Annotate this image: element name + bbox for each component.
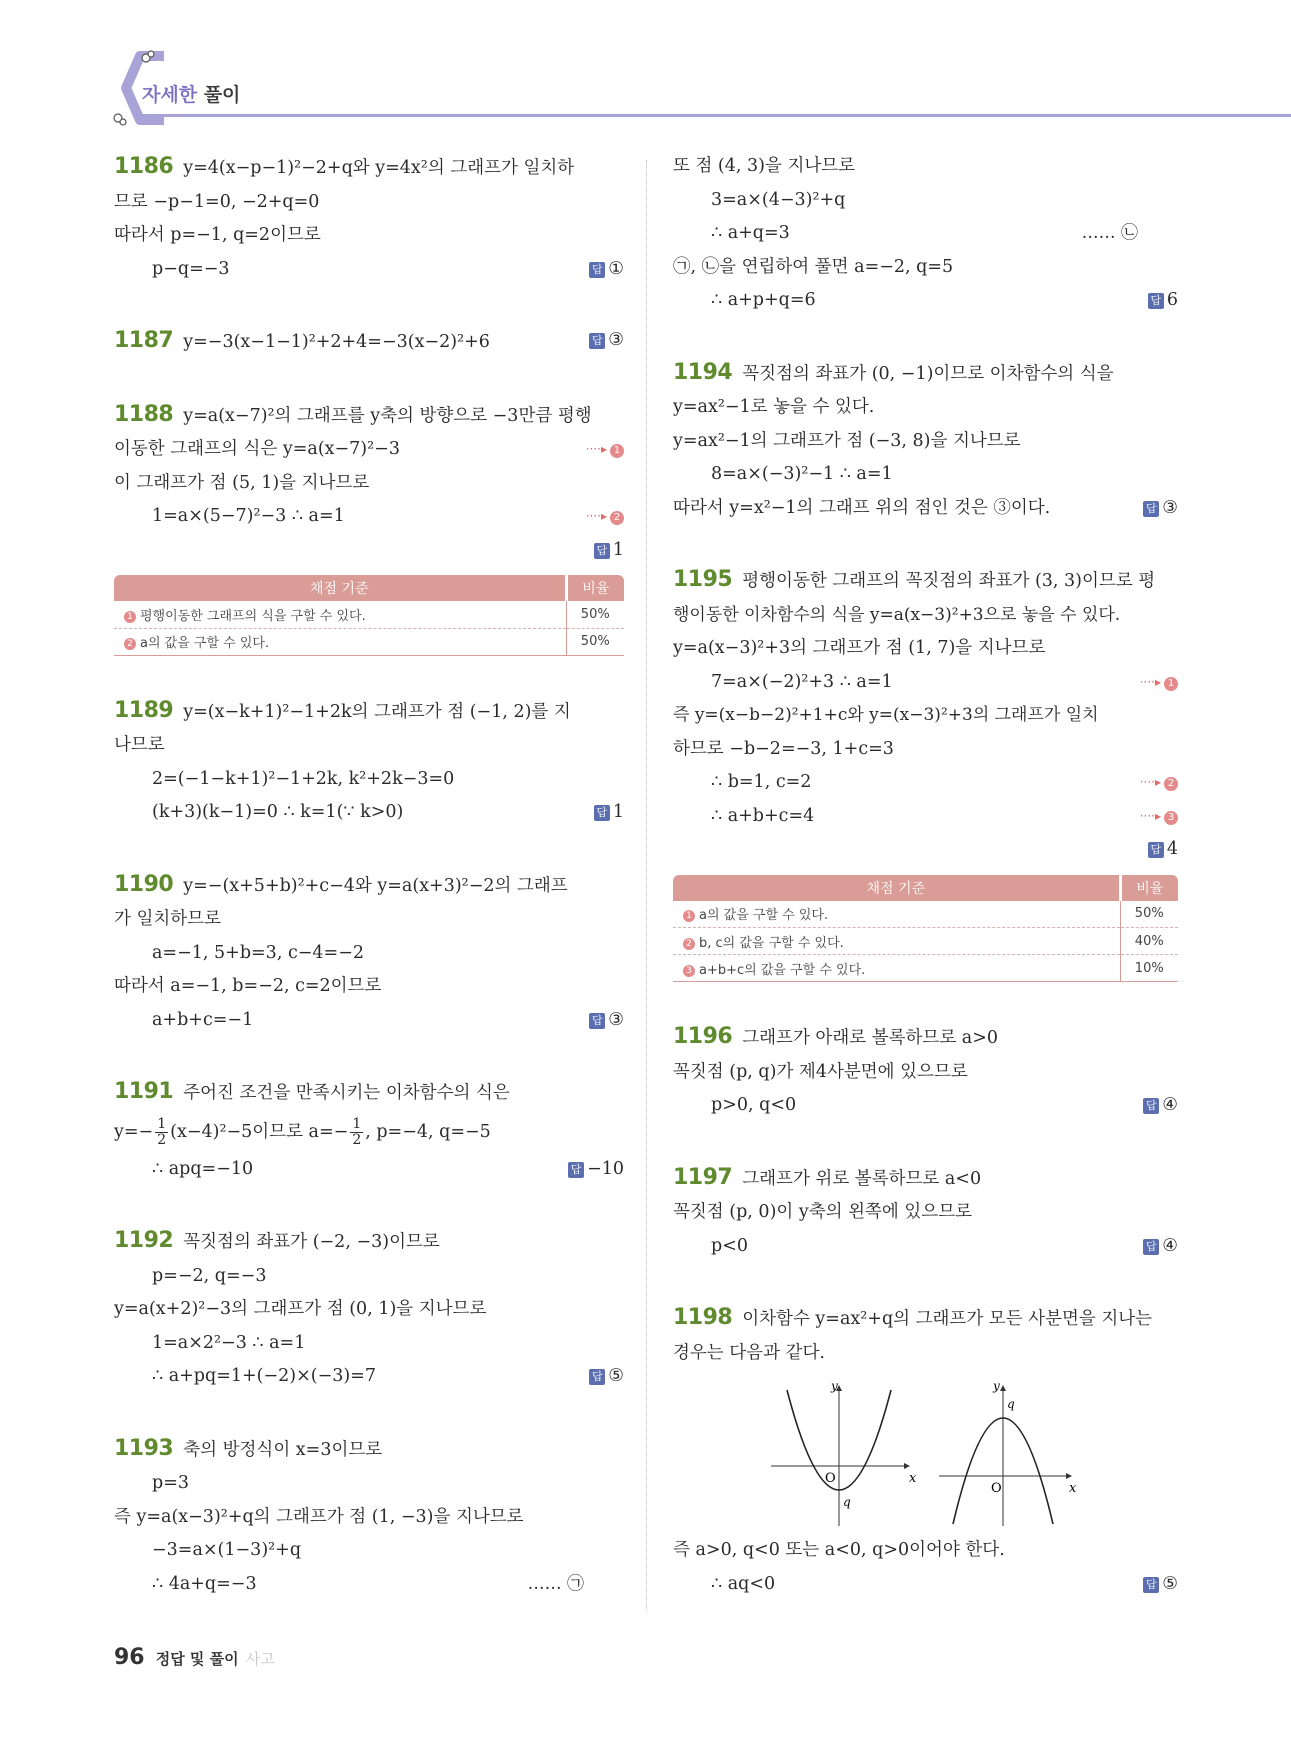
axis-label-x: x [1069,1481,1077,1496]
solution-text: ㉠, ㉡을 연립하여 풀면 a=−2, q=5 [673,256,954,277]
solution-text: 1=a×2²−3 ∴ a=1 [152,1332,306,1353]
axis-label-x: x [909,1471,917,1486]
table-row: 1 평행이동한 그래프의 식을 구할 수 있다. 50% [114,601,624,628]
table-row: 3 a+b+c의 값을 구할 수 있다. 10% [673,955,1178,982]
solution-text: 2=(−1−k+1)²−1+2k, k²+2k−3=0 [152,768,455,789]
right-column [673,150,1178,1639]
problem-number: 1195 [673,567,733,592]
solution-text: p−q=−3 [152,258,230,279]
solution-text: ∴ a+pq=1+(−2)×(−3)=7 [152,1366,377,1386]
answer-icon: 답 [589,333,605,349]
grading-table: 채점 기준 비율 1 평행이동한 그래프의 식을 구할 수 있다. 50% 2 a의 값을 구할 수 있다. 50% [114,575,624,656]
problem-number: 1189 [114,697,174,723]
problem-number: 1192 [114,1228,174,1253]
problem-1190 [114,868,624,1038]
solution-text: 므로 −p−1=0, −2+q=0 [114,191,320,212]
solution-text: ∴ b=1, c=2 [711,772,812,792]
answer: 답 1 [594,534,624,568]
answer-icon: 답 [1148,842,1164,858]
q-label: q [1007,1397,1015,1411]
answer-icon: 답 [589,1369,605,1385]
origin-label: O [991,1481,1002,1496]
solution-text: (k+3)(k−1)=0 ∴ k=1(∵ k>0) [152,802,404,822]
score-marker: ····▸ 2 [586,500,624,534]
solution-text: 이동한 그래프의 식은 y=a(x−7)²−3 [114,439,400,459]
answer: 답 ④ [1143,1089,1178,1123]
solution-text: 축의 방정식이 x=3이므로 [183,1439,383,1460]
solution-text: p=3 [152,1473,189,1493]
answer-icon: 답 [589,1013,605,1029]
graph-downward-parabola [939,1379,1077,1526]
solution-text: 3=a×(4−3)²+q [711,189,846,210]
solution-text: 즉 a>0, q<0 또는 a<0, q>0이어야 한다. [673,1540,1005,1560]
solution-text: y=a(x−3)²+3의 그래프가 점 (1, 7)을 지나므로 [673,638,1046,658]
column-divider [646,160,647,1610]
solution-text: 평행이동한 그래프의 꼭짓점의 좌표가 (3, 3)이므로 평 [742,571,1156,591]
solution-text: 주어진 조건을 만족시키는 이차함수의 식은 [183,1083,510,1103]
problem-1191 [114,1075,624,1186]
problem-number: 1187 [114,328,174,353]
answer-icon: 답 [589,262,605,278]
answer-icon: 답 [1148,293,1164,309]
answer: 답 ⑤ [589,1360,624,1394]
solution-text: y=− [114,1121,154,1142]
answer-icon: 답 [594,543,610,559]
solution-text: 또 점 (4, 3)을 지나므로 [673,156,856,176]
problem-1187 [114,324,624,360]
table-row: 1 a의 값을 구할 수 있다. 50% [673,901,1178,928]
problem-number: 1191 [114,1079,174,1104]
footer-label: 정답 및 풀이 [155,1650,239,1668]
answer: 답 ③ [1143,492,1178,526]
left-column [114,150,624,1639]
answer-icon: 답 [1143,501,1159,517]
solution-text: 따라서 y=x²−1의 그래프 위의 점인 것은 ③이다. [673,497,1051,518]
problem-number: 1194 [673,359,733,385]
solution-text: 꼭짓점 (p, q)가 제4사분면에 있으므로 [673,1061,968,1082]
problem-1198 [673,1301,1178,1601]
solution-text: 가 일치하므로 [114,909,221,929]
parabola-graphs-svg [673,1378,1178,1528]
solution-text: ∴ a+p+q=6 [711,290,816,310]
solution-text: y=−(x+5+b)²+c−4와 y=a(x+3)²−2의 그래프 [183,875,568,896]
problem-1192 [114,1224,624,1394]
problem-number: 1193 [114,1435,174,1461]
solution-text: 꼭짓점 (p, 0)이 y축의 왼쪽에 있으므로 [673,1202,973,1222]
solution-text: 따라서 a=−1, b=−2, c=2이므로 [114,976,382,996]
answer: 답 ③ [589,324,624,358]
solution-text: y=(x−k+1)²−1+2k의 그래프가 점 (−1, 2)를 지 [183,701,571,722]
solution-text: y=a(x−7)²의 그래프를 y축의 방향으로 −3만큼 평행 [183,405,592,426]
graph-upward-parabola [771,1379,917,1526]
solution-text: 나므로 [114,735,165,755]
solution-text: p>0, q<0 [711,1095,797,1115]
footer-watermark: 사고 [245,1650,275,1668]
problem-1193 [114,1432,624,1602]
solution-text: 이차함수 y=ax²+q의 그래프가 모든 사분면을 지나는 [742,1309,1153,1329]
solution-text: p<0 [711,1235,748,1256]
solution-text: 그래프가 아래로 볼록하므로 a>0 [742,1028,999,1048]
solution-text: y=−3(x−1−1)²+2+4=−3(x−2)²+6 [183,332,490,352]
problem-1195 [673,563,1178,982]
solution-text: ∴ a+q=3 [711,223,790,243]
section-title: 자세한 풀이 [142,84,241,106]
answer: 답 1 [594,796,624,830]
solution-text: 그래프가 위로 볼록하므로 a<0 [742,1168,982,1189]
solution-text: a+b+c=−1 [152,1009,254,1030]
problem-number: 1188 [114,401,174,427]
page-header [0,0,1291,130]
equation-ref: …… ㉡ [1081,223,1138,243]
problem-1189 [114,694,624,830]
grading-table: 채점 기준 비율 1 a의 값을 구할 수 있다. 50% 2 b, c의 값을 구할 수 있다. 40% 3 a+b+c의 값을 구할 수 있다. 10% [673,875,1178,983]
page-number: 96 [114,1645,145,1670]
problem-number: 1197 [673,1164,733,1190]
axis-label-y: y [831,1379,838,1393]
solution-text: y=ax²−1로 놓을 수 있다. [673,397,875,417]
answer-icon: 답 [568,1162,584,1178]
answer: 답 4 [1148,833,1178,867]
solution-text: ∴ 4a+q=−3 [152,1573,257,1594]
solution-text: 이 그래프가 점 (5, 1)을 지나므로 [114,472,370,493]
fraction: $\frac{1}{2}$ [157,1115,167,1148]
solution-text: y=4(x−p−1)²−2+q와 y=4x²의 그래프가 일치하 [183,158,575,178]
solution-text: 1=a×(5−7)²−3 ∴ a=1 [152,506,345,526]
solution-text: 8=a×(−3)²−1 ∴ a=1 [711,464,893,484]
problem-1197 [673,1161,1178,1264]
answer-icon: 답 [1143,1239,1159,1255]
solution-text: 즉 y=a(x−3)²+q의 그래프가 점 (1, −3)을 지나므로 [114,1506,524,1527]
score-marker: ····▸ 2 [1140,766,1178,800]
solution-text: ∴ apq=−10 [152,1158,254,1179]
solution-text: 즉 y=(x−b−2)²+1+c와 y=(x−3)²+3의 그래프가 일치 [673,705,1099,725]
page-footer [114,1645,275,1670]
problem-1193-continued [673,150,1178,318]
answer: 답 ④ [1143,1230,1178,1264]
solution-text: (x−4)²−5이므로 a=− [170,1121,349,1142]
answer-icon: 답 [1143,1098,1159,1114]
problem-number: 1198 [673,1305,733,1330]
problem-1194 [673,356,1178,526]
score-marker: ····▸ 1 [1140,666,1178,700]
solution-text: 꼭짓점의 좌표가 (0, −1)이므로 이차함수의 식을 [742,363,1114,384]
answer: 답 ⑤ [1143,1568,1178,1602]
solution-text: y=a(x+2)²−3의 그래프가 점 (0, 1)을 지나므로 [114,1299,487,1319]
problem-1186 [114,150,624,286]
solution-text: ∴ a+b+c=4 [711,805,815,826]
score-marker: ····▸ 1 [586,433,624,467]
solution-text: 꼭짓점의 좌표가 (−2, −3)이므로 [183,1232,440,1252]
solution-text: y=ax²−1의 그래프가 점 (−3, 8)을 지나므로 [673,430,1021,451]
q-label: q [843,1495,851,1509]
parabola-graphs [673,1378,1178,1528]
solution-text: 7=a×(−2)²+3 ∴ a=1 [711,671,893,692]
answer: 답 ③ [589,1004,624,1038]
table-row: 2 b, c의 값을 구할 수 있다. 40% [673,928,1178,955]
answer-icon: 답 [1143,1577,1159,1593]
solution-text: ∴ aq<0 [711,1573,776,1594]
origin-label: O [825,1471,836,1486]
answer: 답 6 [1148,284,1178,318]
fraction: $\frac{1}{2}$ [352,1115,362,1148]
solution-text: 따라서 p=−1, q=2이므로 [114,225,321,245]
answer: 답 ① [589,253,624,287]
problem-1188 [114,398,624,656]
axis-label-y: y [993,1379,1000,1393]
problem-1196 [673,1020,1178,1123]
solution-text: 행이동한 이차함수의 식을 y=a(x−3)²+3으로 놓을 수 있다. [673,604,1121,625]
solution-text: 하므로 −b−2=−3, 1+c=3 [673,738,894,759]
solution-text: , p=−4, q=−5 [365,1121,491,1142]
answer: 답 −10 [568,1153,624,1187]
problem-number: 1190 [114,871,174,897]
answer-icon: 답 [594,805,610,821]
problem-number: 1196 [673,1024,733,1049]
equation-ref: …… ㉠ [527,1573,584,1594]
problem-number: 1186 [114,154,174,179]
header-rule [142,114,1291,117]
solution-text: −3=a×(1−3)²+q [152,1540,302,1560]
solution-text: 경우는 다음과 같다. [673,1342,825,1363]
solution-text: a=−1, 5+b=3, c−4=−2 [152,942,364,963]
solution-text: p=−2, q=−3 [152,1265,267,1286]
score-marker: ····▸ 3 [1140,800,1178,834]
table-row: 2 a의 값을 구할 수 있다. 50% [114,628,624,655]
